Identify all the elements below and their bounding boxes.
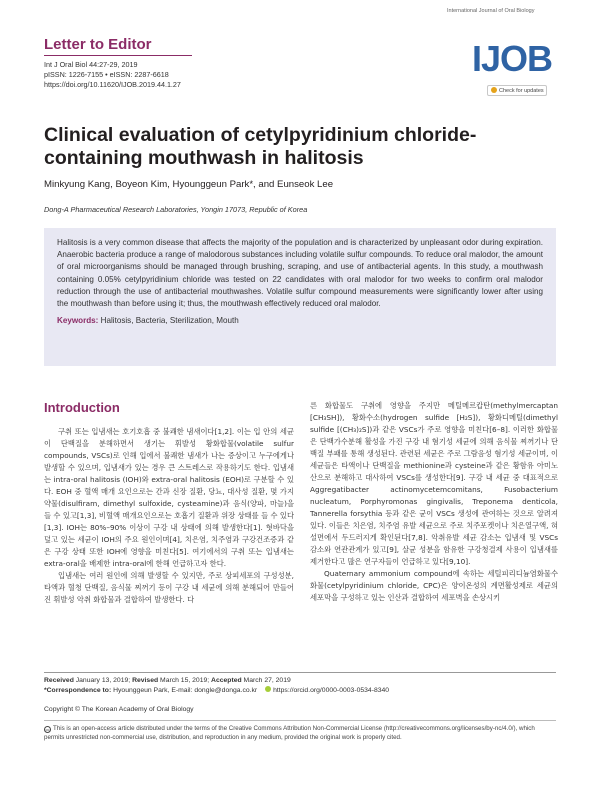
received-date: January 13, 2019;	[75, 677, 131, 684]
keywords-line	[57, 316, 543, 325]
check-updates-icon	[491, 87, 497, 93]
orcid-link[interactable]: https://orcid.org/0000-0003-0534-8340	[273, 687, 390, 694]
license-text: This is an open-access article distributed under the terms of the Creative Commons Attribution Non-Commercial License (http://creativecommons.org/licenses/by-nc/4.0/), which permits unrestricted non-commercial use, distribution, and reproduction in any medium, provided the original work is properly cited.	[44, 725, 535, 741]
section-label: Letter to Editor	[44, 36, 152, 53]
body-column-right	[310, 400, 558, 604]
body-paragraph: Quaternary ammonium compound에 속하는 세틸피리디늄염화물수화물(cetylpyridinium chloride, CPC)은 양이온성의 계면활성제로 세균의 세포막을 구성하고 있는 인산과 결합하여 세포벽을 손상시키	[310, 569, 558, 602]
copyright: Copyright © The Korean Academy of Oral Biology	[44, 706, 194, 713]
footer-divider	[44, 672, 556, 673]
accepted-label: Accepted	[211, 677, 242, 684]
accepted-date: March 27, 2019	[243, 677, 291, 684]
correspondence-info[interactable]: Hyounggeun Park, E-mail: dongle@donga.co.kr	[113, 687, 258, 694]
check-updates-label: Check for updates	[499, 88, 544, 94]
section-label-rule	[44, 55, 192, 56]
abstract-text: Halitosis is a very common disease that affects the majority of the population and is characterized by unpleasant odor during expiration. Anaerobic bacteria produce a range of malodorous substances including volatile sulfur compounds. To reduce oral malodor, the amount of oral microorganisms should be managed through brushing, scraping, and use of antibacterial agents. In this study, a mouthwash containing 0.05% cetylpyridinium chloride was tested on 22 candidates with oral malodor for two weeks to confirm oral malodor reduction through the use of antibacterial mouthwashes. Volatile sulfur compound measurements were significantly lower after using the mouthwash than before using it; thus, the mouthwash effectively reduced oral malodor.	[57, 238, 543, 309]
body-paragraph: 른 화합물도 구취에 영향을 주지만 메틸메르캅탄(methylmercaptan [CH₃SH]), 황화수소(hydrogen sulfide [H₂S]), 황화디메틸(dimethyl sulfide [(CH₃)₂S])과 같은 VSCs가 주로 영향을 미친다[6–8]. 이러한 화합물은 단백가수분해 활성을 가진 구강 내 혐기성 세균에 의해 음식물 찌꺼기나 단백질 부패를 통해 생성된다. 관련된 세균은 주로 그람음성 혐기성 세균이며, 이 세균들은 타액이나 단백질을 methionine과 cysteine과 같은 황함유 아미노산으로 분해하고 대사하여 VSCs를 생성한다[9]. 구강 내 세균 중 대표적으로 Aggregatibacter actinomycetemcomitans, Fusobacterium nucleatum, Porphyromonas gingivalis, Treponema denticola, Tannerella forsythia 등과 같은 균이 VSCs 생성에 관여하는 것으로 알려져 있다. 이들은 치은염, 치주염 유발 세균으로 주로 치주포켓이나 치은열구액, 혀설면에서 두드러지게 확인된다[7,8]. 악취유발 세균 감소는 입냄새 및 VSCs 감소와 연관관계가 있고[9], 살균 성분을 함유한 구강청결제 사용이 입냄새를 제거한다고 많은 연구자들이 언급하고 있다[9,10].	[310, 401, 558, 566]
keywords-list: Halitosis, Bacteria, Sterilization, Mouth	[100, 316, 239, 326]
check-updates-button[interactable]	[487, 85, 547, 96]
journal-name: International Journal of Oral Biology	[447, 8, 535, 14]
correspondence-line	[44, 686, 389, 695]
creative-commons-icon: cc	[45, 727, 50, 732]
revised-label: Revised	[132, 677, 159, 684]
license-block	[44, 725, 556, 742]
dates-line	[44, 676, 291, 685]
author-list: Minkyung Kang, Boyeon Kim, Hyounggeun Park*, and Eunseok Lee	[44, 179, 334, 190]
journal-logo: IJOB	[472, 38, 553, 79]
body-column-left	[44, 426, 294, 606]
keywords-label: Keywords:	[57, 316, 99, 326]
received-label: Received	[44, 677, 74, 684]
affiliation: Dong-A Pharmaceutical Research Laboratories, Yongin 17073, Republic of Korea	[44, 205, 308, 214]
correspondence-label: *Correspondence to:	[44, 687, 112, 694]
license-divider	[44, 720, 556, 721]
citation: Int J Oral Biol 44:27-29, 2019	[44, 60, 138, 69]
revised-date: March 15, 2019;	[160, 677, 210, 684]
article-title: Clinical evaluation of cetylpyridinium chloride-containing mouthwash in halitosis	[44, 124, 477, 169]
introduction-heading: Introduction	[44, 400, 120, 415]
orcid-icon	[265, 686, 271, 692]
doi-link[interactable]: https://doi.org/10.11620/IJOB.2019.44.1.27	[44, 80, 181, 89]
body-paragraph: 구취 또는 입냄새는 호기호흡 중 불쾌한 냄새이다[1,2]. 이는 입 안의 세균이 단백질을 분해하면서 생기는 휘발성 황화합물(volatile sulfur compounds, VSCs)로 인해 입에서 불쾌한 냄새가 나는 증상이고 누구에게나 발생할 수 있으며, 입냄새가 있는 경우 큰 스트레스로 작용하기도 한다. 입냄새는 intra-oral halitosis (IOH)와 extra-oral halitosis (EOH)로 구분할 수 있다. EOH 중 혈액 매개 요인으로는 간과 신장 질환, 당뇨, 대사성 질환, 몇 가지 약물(disulfiram, dimethyl sulfoxide, cysteamine)과 음식(양파, 마늘)을 들 수 있고[1,3], 비혈액 매개요인으로는 호흡기 질환과 위장 상태를 들 수 있다[1,3]. IOH는 80%–90% 이상이 구강 내 상태에 의해 발생한다[1]. 혓바닥을 덮고 있는 세균이 IOH의 주요 원인이며[4], 치은염, 치주염과 구강건조증과 같은 구강 상태 또한 IOH에 영향을 미친다[5]. 여기에서의 구취 또는 입냄새는 extra-oral을 배제한 intra-oral에 한해 언급하고자 한다.	[44, 427, 294, 568]
abstract-box	[44, 228, 556, 366]
issn: pISSN: 1226-7155 • eISSN: 2287-6618	[44, 70, 169, 79]
body-paragraph: 입냄새는 여러 원인에 의해 발생할 수 있지만, 주로 상피세포의 구성성분, 타액과 혈청 단백질, 음식물 찌꺼기 등이 구강 내 세균에 의해 분해되어 만들어진 휘발성 악취 화합물과 결합하여 발생한다. 다	[44, 571, 294, 604]
